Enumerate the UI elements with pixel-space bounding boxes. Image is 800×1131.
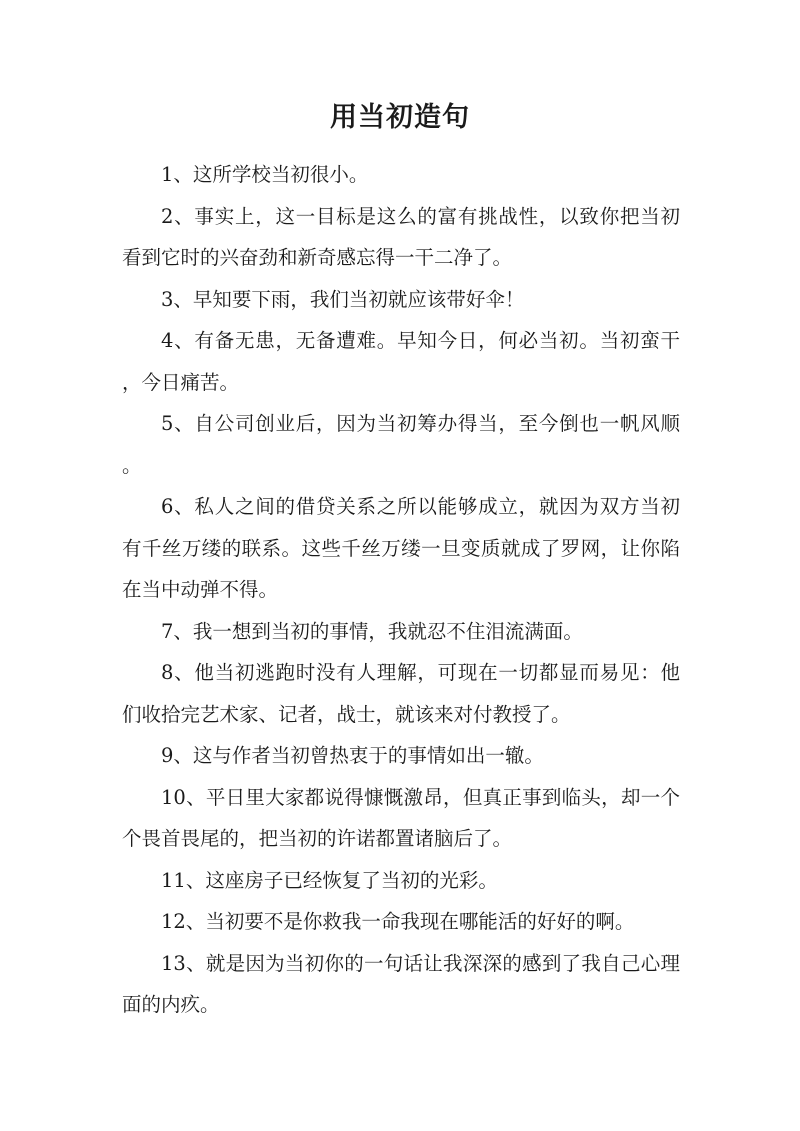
paragraph: 8、他当初逃跑时没有人理解，可现在一切都显而易见：他们收拾完艺术家、记者，战士，就该来对付教授了。 — [122, 661, 680, 726]
document-title: 用当初造句 — [330, 102, 470, 133]
paragraph: 1、这所学校当初很小。 — [161, 163, 369, 186]
paragraph: 13、就是因为当初你的一句话让我深深的感到了我自己心理面的内疚。 — [122, 951, 680, 1016]
paragraph: 3、早知要下雨，我们当初就应该带好伞！ — [161, 287, 525, 311]
paragraph: 5、自公司创业后，因为当初筹办得当，至今倒也一帆风顺。 — [122, 412, 680, 477]
paragraph: 6、私人之间的借贷关系之所以能够成立，就因为双方当初有千丝万缕的联系。这些千丝万缕一旦变质就成了罗网，让你陷在当中动弹不得。 — [122, 495, 680, 601]
paragraph: 2、事实上，这一目标是这么的富有挑战性，以致你把当初看到它时的兴奋劲和新奇感忘得一干二净了。 — [122, 204, 680, 269]
paragraph: 10、平日里大家都说得慷慨激昂，但真正事到临头，却一个个畏首畏尾的，把当初的许诺都置诸脑后了。 — [122, 785, 680, 850]
paragraph: 11、这座房子已经恢复了当初的光彩。 — [161, 868, 498, 892]
paragraph: 4、有备无患，无备遭难。早知今日，何必当初。当初蛮干，今日痛苦。 — [122, 329, 680, 394]
paragraph: 9、这与作者当初曾热衷于的事情如出一辙。 — [161, 744, 544, 767]
paragraph: 7、我一想到当初的事情，我就忍不住泪流满面。 — [161, 619, 583, 643]
paragraph: 12、当初要不是你救我一命我现在哪能活的好好的啊。 — [161, 910, 635, 933]
document-body — [122, 154, 680, 1026]
